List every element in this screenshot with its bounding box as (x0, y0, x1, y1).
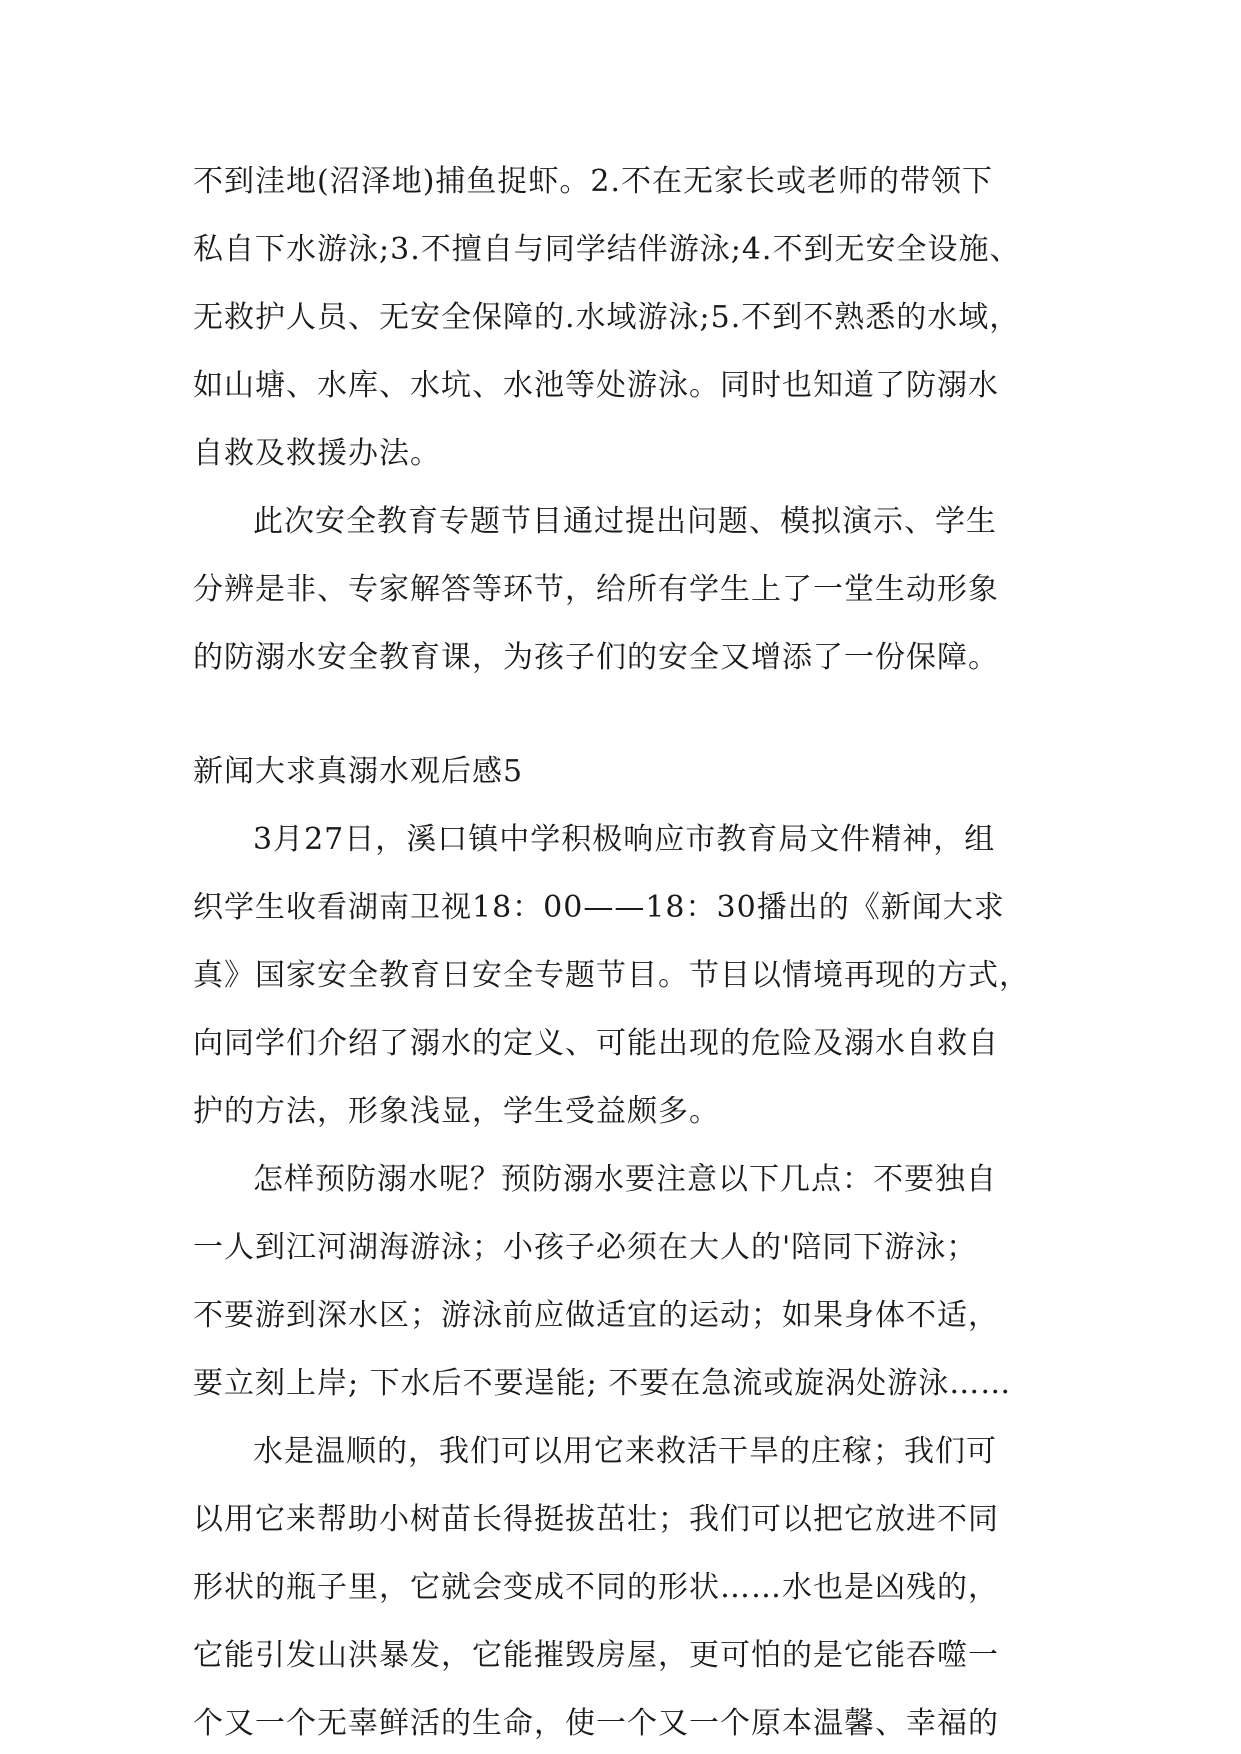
paragraph-line: 的防溺水安全教育课，为孩子们的安全又增添了一份保障。 (193, 640, 999, 675)
paragraph-line: 不要游到深水区；游泳前应做适宜的运动；如果身体不适， (193, 1298, 999, 1333)
paragraph-line: 向同学们介绍了溺水的定义、可能出现的危险及溺水自救自 (193, 1026, 999, 1061)
paragraph-line: 一人到江河湖海游泳；小孩子必须在大人的'陪同下游泳； (193, 1230, 978, 1265)
paragraph-line: 真》国家安全教育日安全专题节目。节目以情境再现的方式， (193, 958, 1030, 993)
paragraph-line: 护的方法，形象浅显，学生受益颇多。 (193, 1094, 720, 1129)
paragraph-line: 无救护人员、无安全保障的.水域游泳;5.不到不熟悉的水域， (193, 300, 1021, 335)
paragraph-line: 分辨是非、专家解答等环节，给所有学生上了一堂生动形象 (193, 572, 999, 607)
paragraph-line: 3月27日，溪口镇中学积极响应市教育局文件精神，组 (253, 822, 996, 857)
paragraph-line: 形状的瓶子里，它就会变成不同的形状……水也是凶残的， (193, 1570, 999, 1605)
paragraph-line: 水是温顺的，我们可以用它来救活干旱的庄稼；我们可 (253, 1434, 997, 1469)
paragraph-line: 如山塘、水库、水坑、水池等处游泳。同时也知道了防溺水 (193, 368, 999, 403)
paragraph-line: 私自下水游泳;3.不擅自与同学结伴游泳;4.不到无安全设施、 (193, 232, 1021, 267)
paragraph-line: 自救及救援办法。 (193, 436, 441, 471)
paragraph-line: 织学生收看湖南卫视18：00——18：30播出的《新闻大求 (193, 890, 1005, 925)
paragraph-line: 不到洼地(沼泽地)捕鱼捉虾。2.不在无家长或老师的带领下 (193, 164, 994, 199)
paragraph-line: 怎样预防溺水呢？预防溺水要注意以下几点：不要独自 (253, 1162, 997, 1197)
paragraph-line: 此次安全教育专题节目通过提出问题、模拟演示、学生 (253, 504, 997, 539)
paragraph-line: 以用它来帮助小树苗长得挺拔茁壮；我们可以把它放进不同 (193, 1502, 999, 1537)
paragraph-line: 个又一个无辜鲜活的生命，使一个又一个原本温馨、幸福的 (193, 1706, 999, 1741)
paragraph-line: 它能引发山洪暴发，它能摧毁房屋，更可怕的是它能吞噬一 (193, 1638, 999, 1673)
section-heading: 新闻大求真溺水观后感5 (193, 754, 524, 789)
paragraph-line: 要立刻上岸; 下水后不要逞能; 不要在急流或旋涡处游泳…… (193, 1366, 1012, 1401)
